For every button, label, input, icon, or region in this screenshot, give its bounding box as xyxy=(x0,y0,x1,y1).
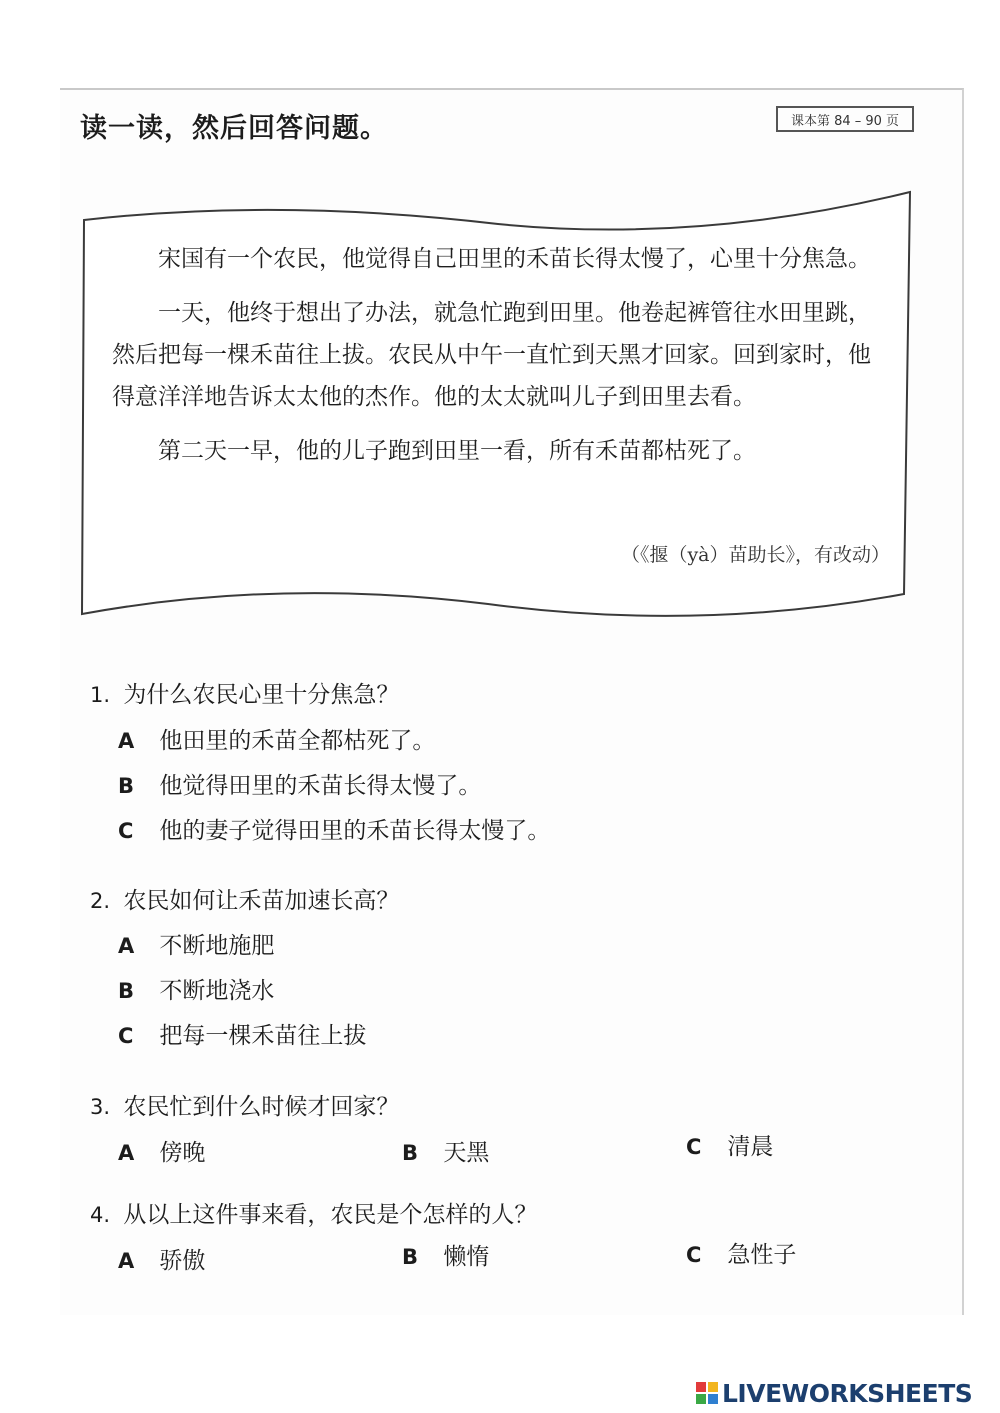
option-text: 急性子 xyxy=(727,1242,797,1268)
question-2 xyxy=(90,882,399,915)
q3-option-b[interactable] xyxy=(402,1134,489,1167)
option-letter: A xyxy=(118,729,135,753)
option-letter: B xyxy=(402,1245,419,1269)
option-letter: B xyxy=(402,1141,419,1165)
q3-option-c[interactable] xyxy=(686,1128,773,1161)
logo-square-yellow xyxy=(708,1382,718,1392)
question-text: 为什么农民心里十分焦急？ xyxy=(123,682,400,708)
logo-square-blue xyxy=(708,1394,718,1404)
q4-option-b[interactable] xyxy=(402,1238,489,1271)
option-letter: A xyxy=(118,934,135,958)
q2-option-b[interactable] xyxy=(118,972,274,1005)
q4-option-c[interactable] xyxy=(686,1236,796,1269)
question-number: 4. xyxy=(90,1203,111,1227)
q2-option-c[interactable] xyxy=(118,1017,366,1050)
option-text: 他的妻子觉得田里的禾苗长得太慢了。 xyxy=(159,818,551,844)
question-text: 从以上这件事来看，农民是个怎样的人？ xyxy=(123,1202,538,1228)
option-letter: C xyxy=(118,819,134,843)
option-letter: C xyxy=(686,1243,702,1267)
liveworksheets-watermark xyxy=(696,1378,972,1408)
option-letter: B xyxy=(118,979,135,1003)
logo-square-red xyxy=(696,1382,706,1392)
question-4 xyxy=(90,1196,537,1229)
q1-option-c[interactable] xyxy=(118,812,550,845)
option-text: 他觉得田里的禾苗长得太慢了。 xyxy=(159,773,482,799)
passage-paragraph: 第二天一早，他的儿子跑到田里一看，所有禾苗都枯死了。 xyxy=(158,438,756,464)
question-number: 1. xyxy=(90,683,111,707)
option-text: 不断地施肥 xyxy=(159,933,275,959)
question-text: 农民忙到什么时候才回家？ xyxy=(123,1094,400,1120)
option-text: 清晨 xyxy=(727,1134,774,1160)
passage-paragraph: 宋国有一个农民，他觉得自己田里的禾苗长得太慢了，心里十分焦急。 xyxy=(158,246,871,272)
question-3 xyxy=(90,1088,399,1121)
question-1 xyxy=(90,676,399,709)
logo-square-green xyxy=(696,1394,706,1404)
q1-option-b[interactable] xyxy=(118,767,481,800)
option-text: 傍晚 xyxy=(159,1140,206,1166)
option-text: 懒惰 xyxy=(443,1244,490,1270)
question-number: 3. xyxy=(90,1095,111,1119)
option-letter: A xyxy=(118,1141,135,1165)
option-text: 天黑 xyxy=(443,1140,490,1166)
question-text: 农民如何让禾苗加速长高？ xyxy=(123,888,400,914)
textbook-page-reference: 课本第 84 – 90 页 xyxy=(776,106,914,132)
q2-option-a[interactable] xyxy=(118,927,274,960)
option-letter: A xyxy=(118,1249,135,1273)
option-letter: C xyxy=(686,1135,702,1159)
q1-option-a[interactable] xyxy=(118,722,435,755)
reading-passage xyxy=(112,238,892,484)
option-text: 把每一棵禾苗往上拔 xyxy=(159,1023,367,1049)
instruction-title: 读一读，然后回答问题。 xyxy=(80,113,388,144)
passage-citation: （《揠（yà）苗助长》，有改动） xyxy=(620,544,890,566)
q3-option-a[interactable] xyxy=(118,1134,205,1167)
option-letter: B xyxy=(118,774,135,798)
option-text: 不断地浇水 xyxy=(159,978,275,1004)
watermark-text: LIVEWORKSHEETS xyxy=(722,1378,973,1408)
option-text: 骄傲 xyxy=(159,1248,206,1274)
liveworksheets-logo-icon xyxy=(696,1382,718,1404)
question-number: 2. xyxy=(90,889,111,913)
option-text: 他田里的禾苗全都枯死了。 xyxy=(159,728,436,754)
option-letter: C xyxy=(118,1024,134,1048)
passage-paragraph: 一天，他终于想出了办法，就急忙跑到田里。他卷起裤管往水田里跳，然后把每一棵禾苗往上拔。农民从中午一直忙到天黑才回家。回到家时，他得意洋洋地告诉太太他的杰作。他的太太就叫儿子到田里去看。 xyxy=(112,300,871,410)
q4-option-a[interactable] xyxy=(118,1242,205,1275)
